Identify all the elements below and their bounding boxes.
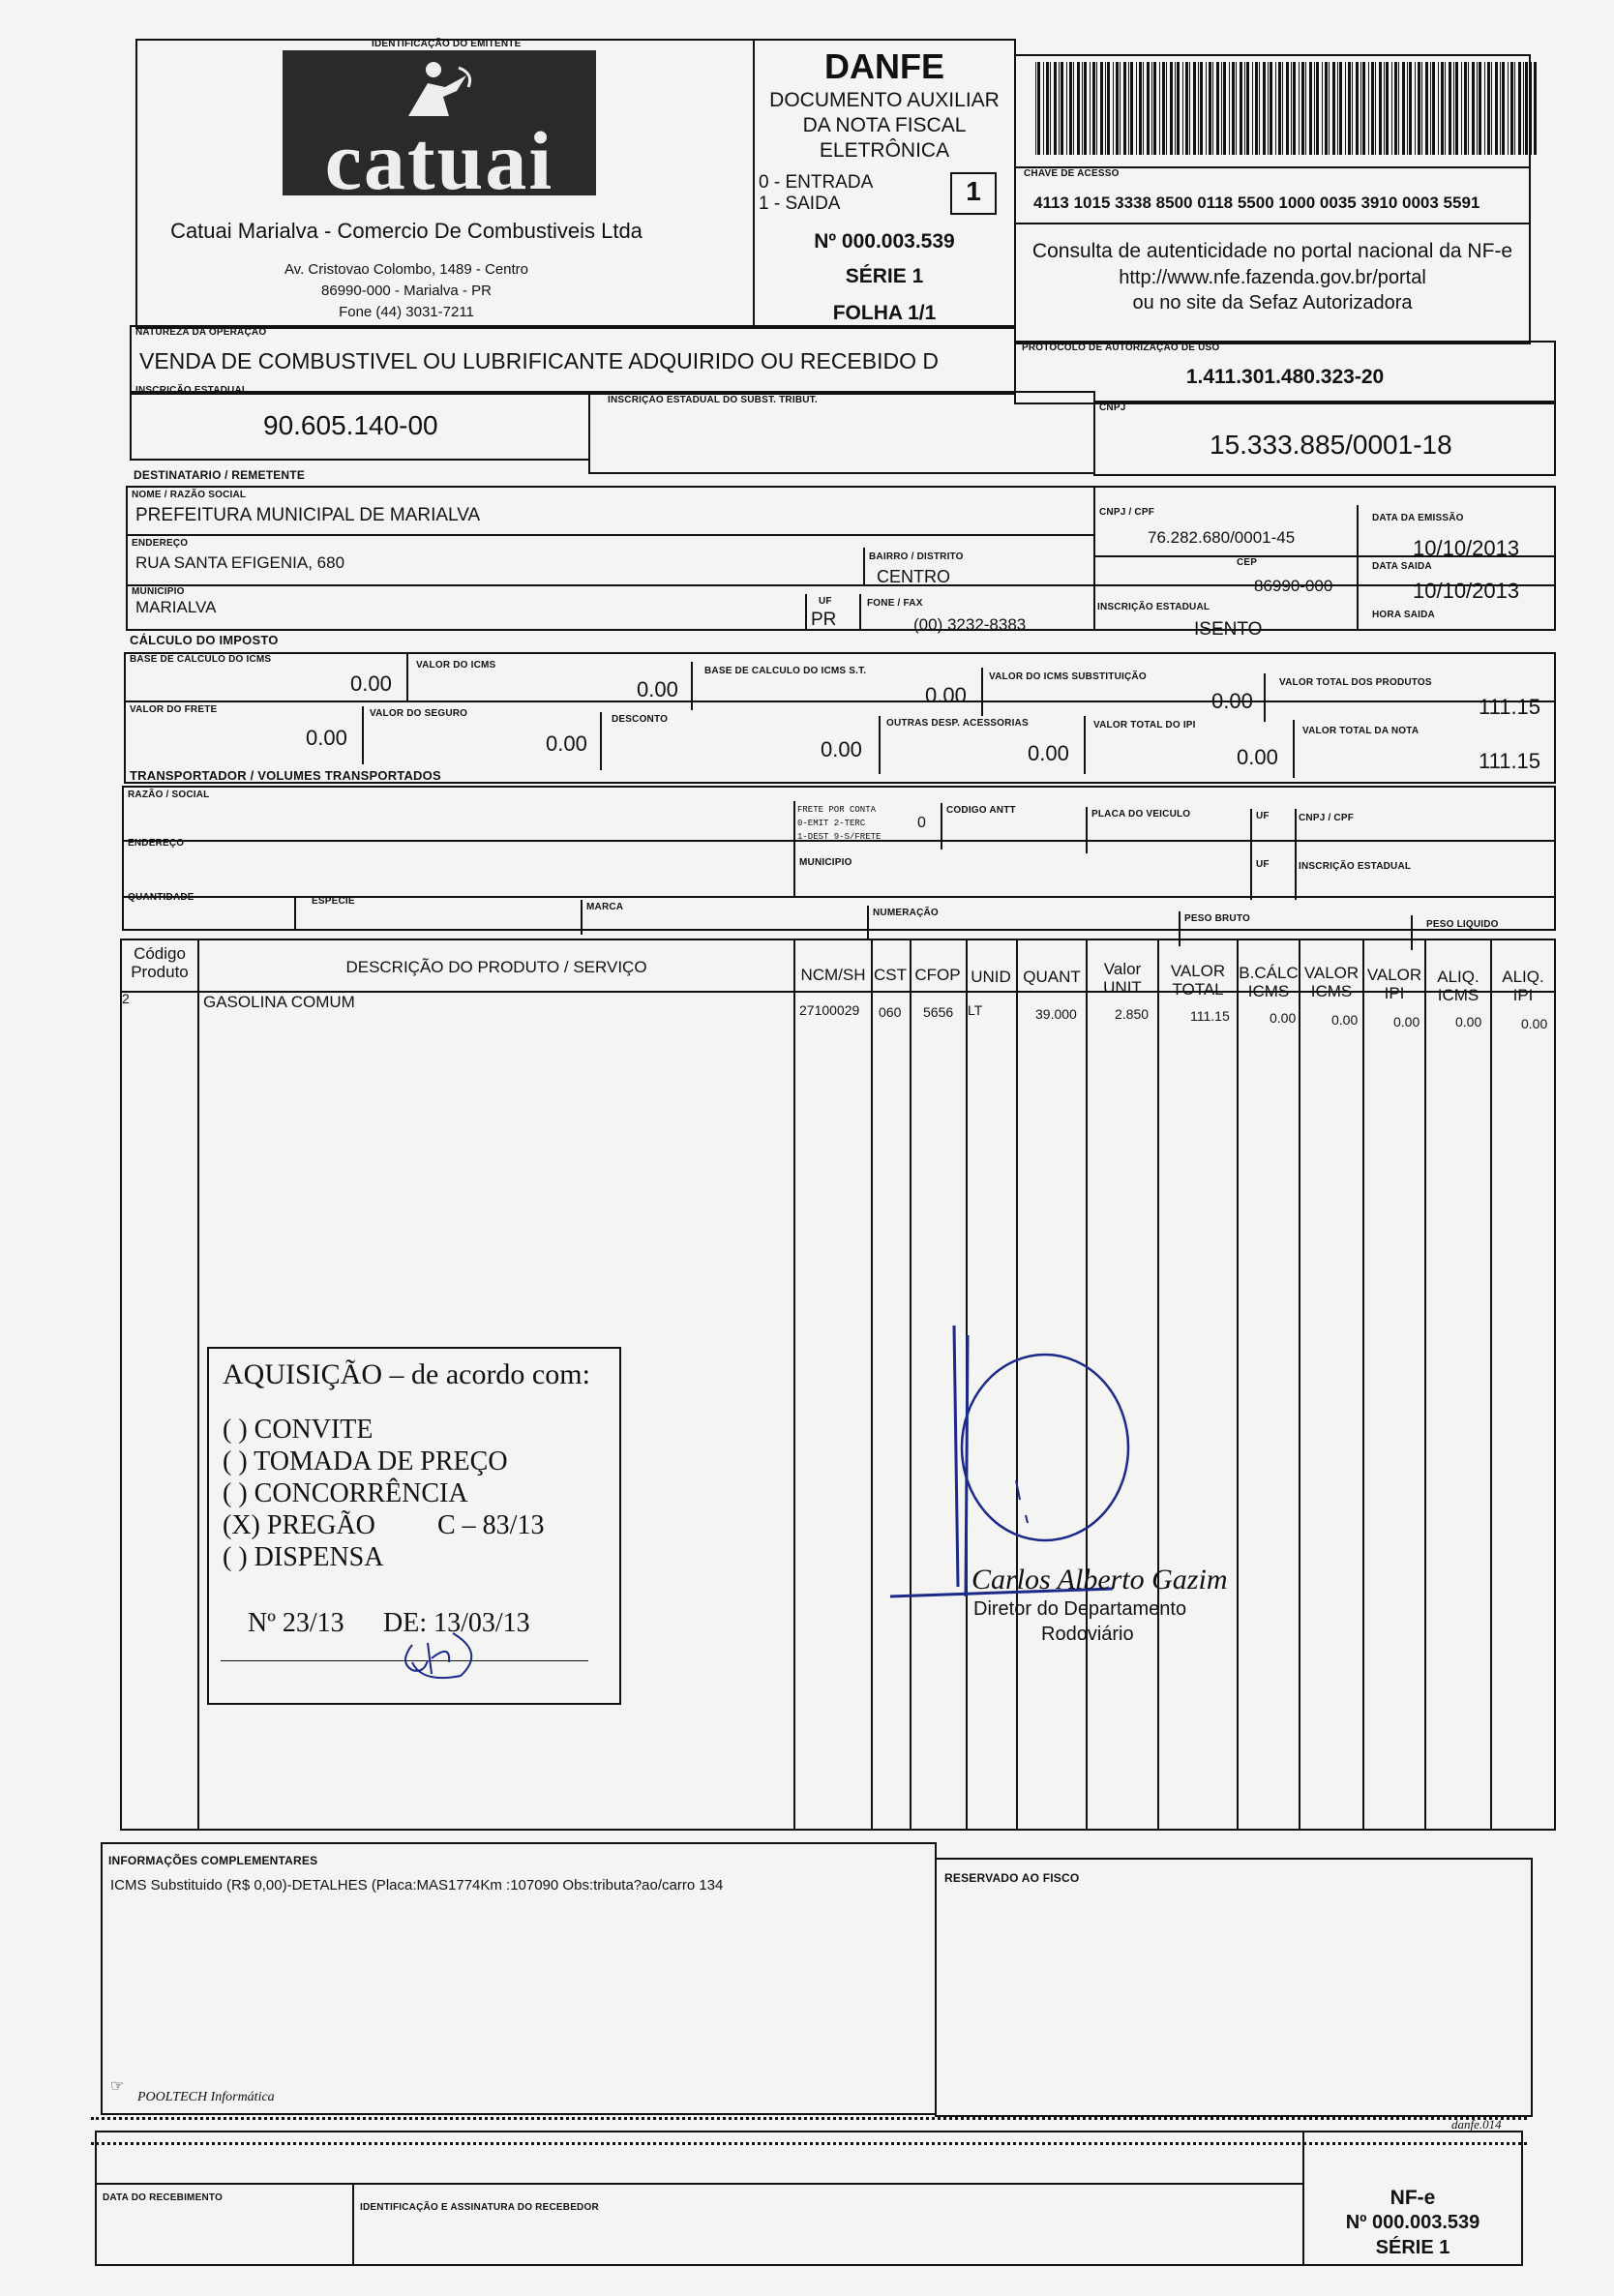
barcode-bar — [1356, 62, 1359, 155]
row-quant: 39.000 — [1035, 1006, 1077, 1022]
chave-label: CHAVE DE ACESSO — [1024, 168, 1120, 179]
barcode-bar — [1518, 62, 1521, 155]
natureza-value: VENDA DE COMBUSTIVEL OU LUBRIFICANTE ADQUIRIDO OU RECEBIDO D — [139, 348, 940, 373]
numeracao-label: NUMERAÇÃO — [873, 908, 939, 918]
barcode-bar — [1514, 62, 1515, 155]
bc-icms: 0.00 — [350, 671, 392, 696]
col-aliq-ipi: ALIQ. IPI — [1502, 968, 1544, 1004]
ie-value: 90.605.140-00 — [263, 410, 438, 440]
barcode-bar — [1449, 62, 1451, 155]
row-unid: LT — [968, 1002, 983, 1018]
barcode-bar — [1421, 62, 1422, 155]
footer-dotted-top — [91, 2117, 1527, 2120]
barcode-bar — [1200, 62, 1203, 155]
barcode-bar — [1246, 62, 1249, 155]
barcode-bar — [1212, 62, 1213, 155]
info-complementares-label: INFORMAÇÕES COMPLEMENTARES — [108, 1854, 318, 1867]
transporte-section-label: TRANSPORTADOR / VOLUMES TRANSPORTADOS — [130, 768, 441, 783]
stamp-option-pregao: (X) PREGÃO — [223, 1510, 375, 1540]
stamp-title: AQUISIÇÃO – de acordo com: — [223, 1358, 590, 1390]
barcode-bar — [1128, 62, 1129, 155]
barcode-bar — [1402, 62, 1405, 155]
identificacao-label: IDENTIFICAÇÃO E ASSINATURA DO RECEBEDOR — [360, 2202, 599, 2213]
barcode-bar — [1113, 62, 1114, 155]
barcode-bar — [1314, 62, 1315, 155]
barcode-bar — [1453, 62, 1454, 155]
barcode-bar — [1394, 62, 1397, 155]
barcode-bar — [1384, 62, 1385, 155]
barcode-bar — [1177, 62, 1180, 155]
barcode-bar — [1175, 62, 1176, 155]
signature-role1: Diretor do Departamento — [973, 1598, 1187, 1620]
col-codigo: Código Produto — [131, 944, 189, 981]
trans-uf-label: UF — [1256, 811, 1270, 821]
barcode-bar — [1229, 62, 1230, 155]
logo-wordmark: catuai — [324, 114, 554, 207]
barcode-bar — [1050, 62, 1051, 155]
frete-label: VALOR DO FRETE — [130, 704, 218, 715]
data-recebimento-label: DATA DO RECEBIMENTO — [103, 2192, 223, 2203]
barcode-bar — [1059, 62, 1060, 155]
trans-uf2-label: UF — [1256, 859, 1270, 870]
col-valor-total: VALOR TOTAL — [1170, 962, 1226, 999]
pooltech-icon: ☞ — [110, 2078, 125, 2095]
signature-scribble — [881, 1326, 1200, 1645]
barcode-bar — [1337, 62, 1338, 155]
dest-data-emissao: 10/10/2013 — [1413, 536, 1520, 560]
barcode-bar — [1162, 62, 1165, 155]
col-valor-ipi: VALOR IPI — [1366, 966, 1422, 1002]
barcode-bar — [1170, 62, 1173, 155]
danfe-tipo: 1 — [966, 176, 981, 206]
barcode-bar — [1166, 62, 1167, 155]
table-column-divider — [1237, 940, 1239, 1829]
barcode-bar — [1046, 62, 1049, 155]
table-column-divider — [1424, 940, 1426, 1829]
barcode-bar — [1339, 62, 1342, 155]
barcode-bar — [1223, 62, 1226, 155]
barcode-bar — [1464, 62, 1467, 155]
barcode-bar — [1037, 62, 1040, 155]
barcode-bar — [1523, 62, 1524, 155]
barcode-bar — [1136, 62, 1137, 155]
barcode-bar — [1216, 62, 1219, 155]
ipi-label: VALOR TOTAL DO IPI — [1093, 720, 1196, 731]
danfe-entrada: 0 - ENTRADA — [759, 172, 874, 193]
row-cfop: 5656 — [923, 1004, 954, 1020]
total-nota: 111.15 — [1479, 749, 1541, 773]
col-descricao: DESCRIÇÃO DO PRODUTO / SERVIÇO — [345, 958, 647, 976]
danfe-subtitle1: DOCUMENTO AUXILIAR — [769, 89, 1000, 111]
table-column-divider — [871, 940, 873, 1829]
barcode-bar — [1432, 62, 1435, 155]
dest-ie: ISENTO — [1194, 619, 1263, 640]
barcode-bar — [1255, 62, 1258, 155]
initials-signature — [393, 1624, 480, 1682]
stamp-numero: Nº 23/13 — [248, 1608, 344, 1638]
row-aliq-ipi: 0.00 — [1521, 1016, 1548, 1031]
barcode-bar — [1398, 62, 1399, 155]
barcode-bar — [1232, 62, 1235, 155]
seguro-label: VALOR DO SEGURO — [370, 708, 468, 719]
ipi: 0.00 — [1237, 745, 1278, 769]
barcode-bar — [1077, 62, 1080, 155]
barcode-bar — [1316, 62, 1319, 155]
col-aliq-icms: ALIQ. ICMS — [1437, 968, 1480, 1004]
fisco-box — [935, 1858, 1533, 2117]
dest-endereco: RUA SANTA EFIGENIA, 680 — [135, 553, 345, 572]
row-valor-ipi: 0.00 — [1393, 1014, 1420, 1029]
protocolo-value: 1.411.301.480.323-20 — [1185, 366, 1385, 388]
barcode-bar — [1491, 62, 1492, 155]
desconto-label: DESCONTO — [612, 714, 669, 725]
barcode-bar — [1100, 62, 1103, 155]
dest-bairro: CENTRO — [877, 567, 950, 586]
barcode-bar — [1345, 62, 1346, 155]
barcode-bar — [1495, 62, 1498, 155]
col-quant: QUANT — [1023, 968, 1081, 986]
barcode-bar — [1275, 62, 1276, 155]
dest-municipio: MARIALVA — [135, 598, 217, 616]
barcode-bar — [1371, 62, 1374, 155]
barcode-bar — [1209, 62, 1211, 155]
barcode-bar — [1332, 62, 1335, 155]
barcode-bar — [1301, 62, 1304, 155]
barcode-bar — [1438, 62, 1439, 155]
total-produtos: 111.15 — [1479, 695, 1541, 719]
danfe-saida: 1 - SAIDA — [759, 194, 841, 214]
valor-icms-st: 0.00 — [1211, 689, 1253, 713]
col-cfop: CFOP — [914, 966, 961, 984]
barcode-bar — [1107, 62, 1110, 155]
barcode-bar — [1221, 62, 1222, 155]
trans-razao-label: RAZÃO / SOCIAL — [128, 790, 210, 800]
barcode-bar — [1185, 62, 1188, 155]
company-address-line2: 86990-000 - Marialva - PR — [321, 283, 492, 299]
barcode-bar — [1309, 62, 1312, 155]
barcode-bar — [1291, 62, 1292, 155]
barcode-bar — [1151, 62, 1152, 155]
barcode-bar — [1534, 62, 1537, 155]
barcode-bar — [1240, 62, 1242, 155]
stamp-pregao-ref: C – 83/13 — [437, 1510, 545, 1540]
frete-conta-line2: 0-EMIT 2-TERC — [797, 819, 866, 828]
dest-fone-label: FONE / FAX — [867, 598, 923, 609]
emitter-section-label: IDENTIFICAÇÃO DO EMITENTE — [372, 39, 522, 49]
barcode-bar — [1236, 62, 1237, 155]
dest-data-saida-label: DATA SAIDA — [1372, 561, 1432, 572]
frete: 0.00 — [306, 726, 347, 750]
barcode-bar — [1472, 62, 1475, 155]
barcode-bar — [1445, 62, 1446, 155]
row-bc-icms: 0.00 — [1270, 1010, 1297, 1026]
barcode-bar — [1073, 62, 1074, 155]
barcode-bar — [1282, 62, 1283, 155]
barcode-bar — [1487, 62, 1490, 155]
codigo-antt-label: CODIGO ANTT — [946, 805, 1016, 816]
danfe-title: DANFE — [824, 46, 944, 86]
barcode-bar — [1096, 62, 1097, 155]
consulta-line2: http://www.nfe.fazenda.gov.br/portal — [1119, 267, 1426, 288]
dest-bairro-label: BAIRRO / DISTRITO — [869, 552, 964, 562]
barcode-bar — [1206, 62, 1207, 155]
footer-serie: SÉRIE 1 — [1375, 2237, 1450, 2258]
barcode-bar — [1147, 62, 1150, 155]
table-column-divider — [1362, 940, 1364, 1829]
imposto-section-label: CÁLCULO DO IMPOSTO — [130, 633, 279, 647]
fisco-label: RESERVADO AO FISCO — [944, 1871, 1080, 1885]
stamp-option-tomada: ( ) TOMADA DE PREÇO — [223, 1446, 508, 1476]
frete-conta-line1: FRETE POR CONTA — [797, 805, 877, 815]
danfe-serie: SÉRIE 1 — [845, 265, 924, 287]
barcode-bar — [1368, 62, 1369, 155]
col-valor-icms: VALOR ICMS — [1303, 964, 1360, 1000]
trans-municipio-label: MUNICIPIO — [799, 857, 852, 868]
dest-municipio-label: MUNICIPIO — [132, 586, 185, 597]
barcode-bar — [1268, 62, 1269, 155]
barcode-bar — [1479, 62, 1481, 155]
dest-fone: (00) 3232-8383 — [913, 615, 1027, 634]
especie-label: ESPECIE — [312, 896, 355, 907]
barcode-bar — [1409, 62, 1412, 155]
col-bc-icms: B.CÁLC ICMS — [1239, 964, 1299, 1000]
danfe-subtitle2: DA NOTA FISCAL — [802, 114, 967, 136]
natureza-label: NATUREZA DA OPERAÇÃO — [135, 327, 267, 338]
dest-data-saida: 10/10/2013 — [1413, 579, 1520, 603]
barcode-bar — [1407, 62, 1408, 155]
quantidade-label: QUANTIDADE — [128, 892, 194, 903]
row-ncm: 27100029 — [799, 1002, 860, 1018]
barcode-bar — [1352, 62, 1353, 155]
col-unid: UNID — [971, 968, 1011, 986]
barcode-bar — [1193, 62, 1196, 155]
barcode-bar — [1430, 62, 1431, 155]
placa-label: PLACA DO VEICULO — [1091, 809, 1191, 820]
barcode-bar — [1461, 62, 1462, 155]
trans-cnpj-label: CNPJ / CPF — [1299, 813, 1355, 823]
table-column-divider — [197, 940, 199, 1829]
barcode-bar — [1116, 62, 1119, 155]
company-address-line1: Av. Cristovao Colombo, 1489 - Centro — [284, 261, 529, 278]
barcode-bar — [1090, 62, 1091, 155]
signature-role2: Rodoviário — [1041, 1624, 1134, 1645]
barcode-bar — [1348, 62, 1351, 155]
desconto: 0.00 — [821, 737, 862, 761]
info-complementares: ICMS Substituido (R$ 0,00)-DETALHES (Placa:MAS1774Km :107090 Obs:tributa?ao/carro 134 — [110, 1877, 724, 1893]
barcode-bar — [1375, 62, 1376, 155]
barcode-bar — [1386, 62, 1389, 155]
barcode — [1035, 62, 1539, 155]
bc-icms-st-label: BASE DE CALCULO DO ICMS S.T. — [704, 666, 867, 676]
footer-nfe: NF-e — [1390, 2187, 1436, 2209]
barcode-bar — [1415, 62, 1416, 155]
row-valor-icms: 0.00 — [1331, 1012, 1359, 1028]
frete-conta-line3: 1-DEST 9-S/FRETE — [797, 832, 882, 842]
ie-label: INSCRIÇÃO ESTADUAL — [135, 385, 249, 396]
danfe-subtitle3: ELETRÔNICA — [819, 139, 950, 162]
dest-cep: 86990-000 — [1254, 577, 1333, 595]
barcode-bar — [1329, 62, 1330, 155]
barcode-bar — [1182, 62, 1183, 155]
consulta-line3: ou no site da Sefaz Autorizadora — [1132, 292, 1413, 313]
danfe-folha: FOLHA 1/1 — [832, 302, 937, 324]
stamp-option-convite: ( ) CONVITE — [223, 1415, 374, 1445]
frete-conta: 0 — [917, 815, 926, 831]
col-valor-unit: Valor UNIT — [1103, 960, 1142, 997]
trans-ie-label: INSCRIÇÃO ESTADUAL — [1299, 861, 1412, 872]
valor-icms-st-label: VALOR DO ICMS SUBSTITUIÇÃO — [989, 671, 1147, 682]
dest-cep-label: CEP — [1237, 557, 1258, 568]
dest-endereco-label: ENDEREÇO — [132, 538, 189, 549]
outras: 0.00 — [1028, 741, 1069, 765]
barcode-bar — [1043, 62, 1044, 155]
protocolo-label: PROTOCOLO DE AUTORIZAÇÃO DE USO — [1022, 343, 1220, 353]
row-aliq-icms: 0.00 — [1455, 1014, 1482, 1029]
barcode-bar — [1082, 62, 1083, 155]
dest-hora-saida-label: HORA SAIDA — [1372, 610, 1435, 620]
barcode-bar — [1198, 62, 1199, 155]
row-valor-unit: 2.850 — [1115, 1006, 1150, 1022]
company-name: Catuai Marialva - Comercio De Combustiveis Ltda — [170, 219, 643, 243]
barcode-bar — [1066, 62, 1067, 155]
valor-icms: 0.00 — [637, 677, 678, 701]
cnpj-emit-label: CNPJ — [1099, 403, 1126, 413]
cnpj-emit-value: 15.333.885/0001-18 — [1210, 430, 1452, 460]
row-codigo: 2 — [122, 991, 130, 1006]
barcode-bar — [1259, 62, 1260, 155]
table-column-divider — [793, 940, 795, 1829]
col-cst: CST — [874, 966, 907, 984]
barcode-bar — [1084, 62, 1087, 155]
barcode-bar — [1270, 62, 1272, 155]
table-column-divider — [1490, 940, 1492, 1829]
barcode-bar — [1159, 62, 1160, 155]
footer-numero: Nº 000.003.539 — [1345, 2212, 1480, 2233]
barcode-bar — [1278, 62, 1281, 155]
barcode-bar — [1244, 62, 1245, 155]
row-cst: 060 — [879, 1004, 902, 1020]
footer-danfe-code: danfe.014 — [1451, 2117, 1502, 2132]
barcode-bar — [1502, 62, 1505, 155]
dest-data-emissao-label: DATA DA EMISSÃO — [1372, 513, 1464, 523]
barcode-bar — [1092, 62, 1095, 155]
dest-nome-label: NOME / RAZÃO SOCIAL — [132, 490, 247, 500]
barcode-bar — [1143, 62, 1144, 155]
barcode-bar — [1418, 62, 1420, 155]
table-column-divider — [1299, 940, 1300, 1829]
barcode-bar — [1510, 62, 1513, 155]
total-nota-label: VALOR TOTAL DA NOTA — [1302, 726, 1420, 736]
footer-software: POOLTECH Informática — [137, 2090, 275, 2104]
barcode-bar — [1322, 62, 1323, 155]
ie-st-label: INSCRIÇÃO ESTADUAL DO SUBST. TRIBUT. — [608, 395, 818, 405]
total-produtos-label: VALOR TOTAL DOS PRODUTOS — [1279, 677, 1432, 688]
stamp-option-concorrencia: ( ) CONCORRÊNCIA — [223, 1478, 468, 1508]
barcode-bar — [1441, 62, 1444, 155]
barcode-bar — [1139, 62, 1142, 155]
peso-bruto-label: PESO BRUTO — [1184, 913, 1250, 924]
barcode-bar — [1325, 62, 1328, 155]
destinatario-section-label: DESTINATARIO / REMETENTE — [134, 468, 306, 482]
signature-name: Carlos Alberto Gazim — [971, 1564, 1228, 1595]
company-logo — [283, 50, 596, 207]
dest-nome: PREFEITURA MUNICIPAL DE MARIALVA — [135, 505, 481, 525]
seguro: 0.00 — [546, 731, 587, 756]
valor-icms-label: VALOR DO ICMS — [416, 660, 496, 671]
dest-cnpj: 76.282.680/0001-45 — [1148, 528, 1296, 547]
barcode-bar — [1123, 62, 1126, 155]
marca-label: MARCA — [586, 902, 624, 912]
barcode-bar — [1189, 62, 1190, 155]
barcode-bar — [1531, 62, 1532, 155]
company-address-line3: Fone (44) 3031-7211 — [339, 304, 474, 320]
barcode-bar — [1252, 62, 1253, 155]
stamp-option-dispensa: ( ) DISPENSA — [223, 1542, 384, 1572]
barcode-bar — [1299, 62, 1300, 155]
barcode-bar — [1293, 62, 1296, 155]
barcode-bar — [1477, 62, 1478, 155]
barcode-bar — [1153, 62, 1156, 155]
acquisition-stamp — [207, 1347, 621, 1705]
bc-icms-label: BASE DE CALCULO DO ICMS — [130, 654, 272, 665]
barcode-bar — [1525, 62, 1528, 155]
trans-endereco-label: ENDEREÇO — [128, 838, 185, 849]
barcode-bar — [1263, 62, 1266, 155]
dest-uf: PR — [811, 610, 837, 630]
barcode-bar — [1391, 62, 1392, 155]
barcode-bar — [1500, 62, 1501, 155]
barcode-bar — [1120, 62, 1121, 155]
outras-label: OUTRAS DESP. ACESSORIAS — [886, 718, 1029, 729]
peso-liquido-label: PESO LIQUIDO — [1426, 919, 1499, 930]
barcode-bar — [1455, 62, 1458, 155]
barcode-bar — [1484, 62, 1485, 155]
barcode-bar — [1105, 62, 1106, 155]
row-valor-total: 111.15 — [1190, 1008, 1230, 1024]
dest-uf-label: UF — [819, 596, 832, 607]
bc-icms-st: 0.00 — [925, 683, 967, 707]
barcode-bar — [1130, 62, 1133, 155]
consulta-line1: Consulta de autenticidade no portal nacional da NF-e — [1031, 240, 1513, 262]
barcode-bar — [1054, 62, 1057, 155]
chave-acesso: 4113 1015 3338 8500 0118 5500 1000 0035 3910 0003 5591 — [1033, 194, 1480, 212]
barcode-bar — [1362, 62, 1365, 155]
barcode-bar — [1425, 62, 1428, 155]
barcode-bar — [1061, 62, 1063, 155]
barcode-bar — [1379, 62, 1382, 155]
dest-ie-label: INSCRIÇÃO ESTADUAL — [1097, 602, 1210, 612]
row-descricao: GASOLINA COMUM — [203, 993, 355, 1011]
stamp-data: DE: 13/03/13 — [383, 1608, 530, 1638]
barcode-bar — [1035, 62, 1036, 155]
barcode-bar — [1305, 62, 1306, 155]
col-ncm: NCM/SH — [800, 966, 866, 984]
barcode-bar — [1468, 62, 1469, 155]
barcode-bar — [1286, 62, 1289, 155]
danfe-numero: Nº 000.003.539 — [814, 230, 955, 253]
dest-cnpj-label: CNPJ / CPF — [1099, 507, 1155, 518]
barcode-bar — [1360, 62, 1361, 155]
barcode-bar — [1069, 62, 1072, 155]
barcode-bar — [1508, 62, 1509, 155]
